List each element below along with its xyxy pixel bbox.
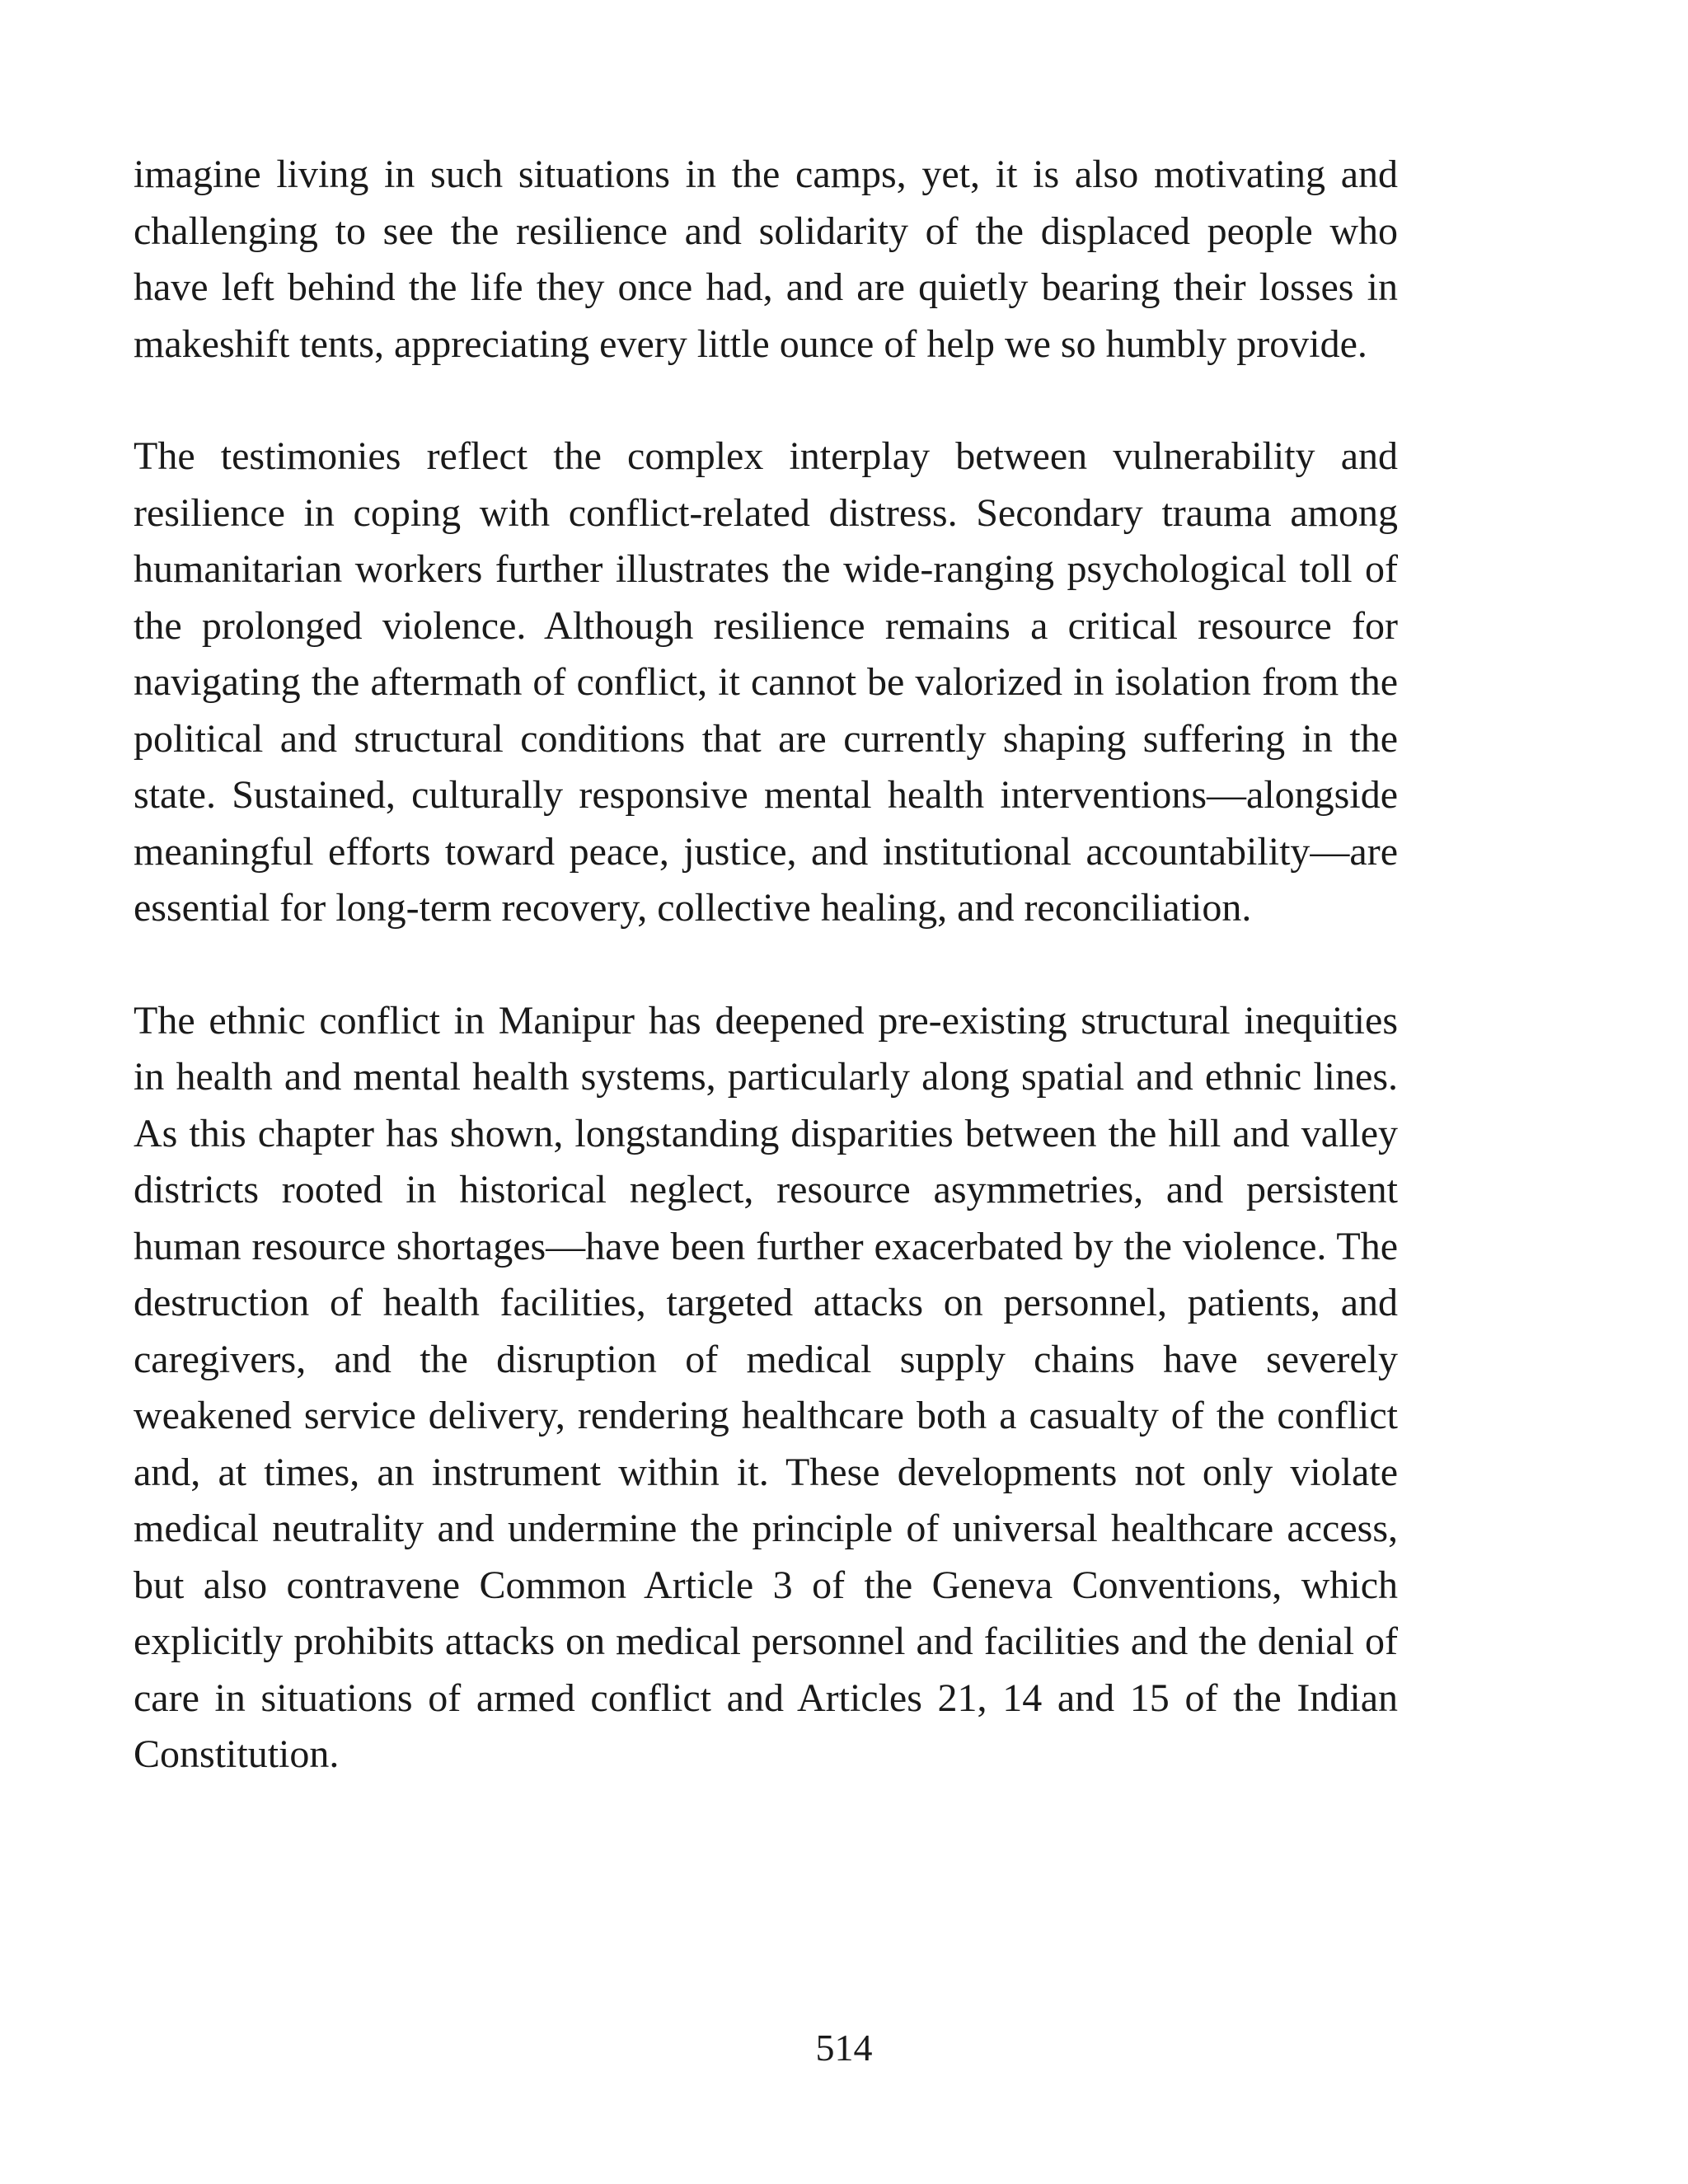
page-number: 514	[815, 2027, 873, 2069]
paragraph-2: The testimonies reflect the complex interplay between vulnerability and resilience in coping with conflict-related distress. Secondary trauma among humanitarian workers further illustrates the wide-ranging psychological toll of the prolonged violence. Although resilience remains a critical resource for navigating the aftermath of conflict, it cannot be valorized in isolation from the political and structural conditions that are currently shaping suffering in the state. Sustained, culturally responsive mental health interventions—alongside meaningful efforts toward peace, justice, and institutional accountability—are essential for long-term recovery, collective healing, and reconciliation.	[134, 434, 1398, 930]
paragraph-3: The ethnic conflict in Manipur has deepened pre-existing structural inequities in health and mental health systems, particularly along spatial and ethnic lines. As this chapter has shown, longstanding disparities between the hill and valley districts rooted in historical neglect, resource asymmetries, and persistent human resource shortages—have been further exacerbated by the violence. The destruction of health facilities, targeted attacks on personnel, patients, and caregivers, and the disruption of medical supply chains have severely weakened service delivery, rendering healthcare both a casualty of the conflict and, at times, an instrument within it. These developments not only violate medical neutrality and undermine the principle of universal healthcare access, but also contravene Common Article 3 of the Geneva Conventions, which explicitly prohibits attacks on medical personnel and facilities and the denial of care in situations of armed conflict and Articles 21, 14 and 15 of the Indian Constitution.	[134, 998, 1398, 1776]
body-text	[134, 147, 1398, 1840]
paragraph-1: imagine living in such situations in the camps, yet, it is also motivating and challenging to see the resilience and solidarity of the displaced people who have left behind the life they once had, and are quietly bearing their losses in makeshift tents, appreciating every little ounce of help we so humbly provide.	[134, 152, 1398, 366]
